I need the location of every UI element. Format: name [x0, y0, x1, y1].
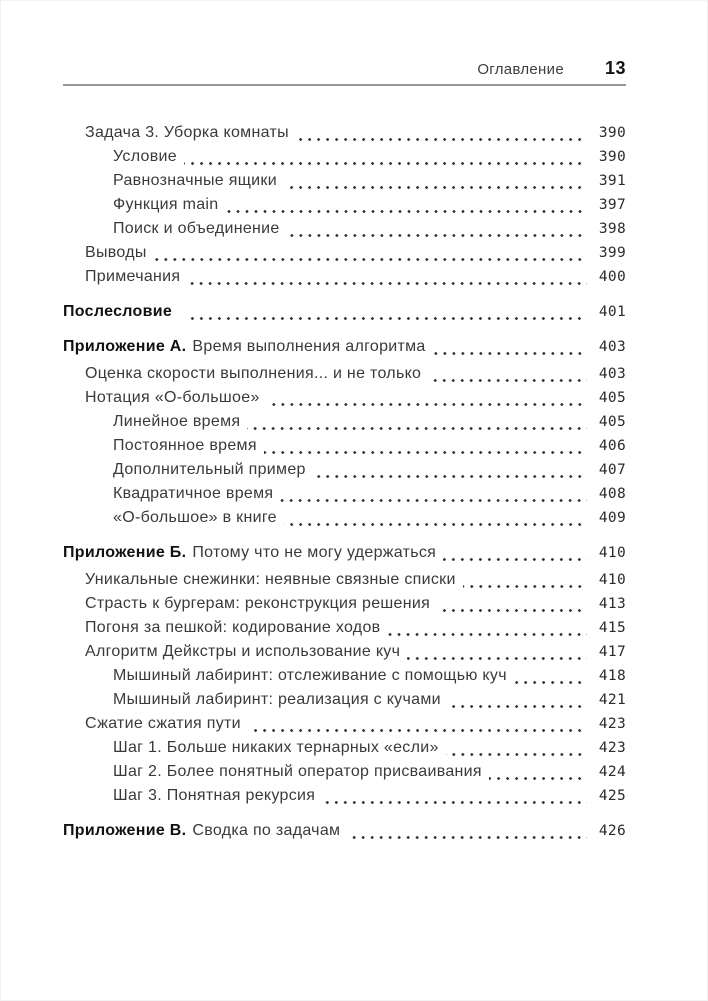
- toc-entry-title: Погоня за пешкой: кодирование ходов: [85, 619, 381, 636]
- toc-entry: [63, 712, 626, 736]
- toc-entry: [63, 145, 626, 169]
- dot-leader-icon: [407, 657, 587, 660]
- toc-entry: [63, 592, 626, 616]
- toc-entry-page: 424: [598, 764, 626, 780]
- toc-entry: [63, 121, 626, 145]
- dot-leader-icon: [322, 801, 587, 804]
- toc-entry-title: Примечания: [85, 268, 181, 285]
- toc-entry-page: 399: [598, 245, 626, 261]
- toc-entry: [63, 169, 626, 193]
- toc-entry-page: 409: [598, 510, 626, 526]
- toc-entry-page: 401: [598, 304, 626, 320]
- dot-leader-icon: [248, 729, 587, 732]
- toc-entry-page: 423: [598, 740, 626, 756]
- dot-leader-icon: [296, 138, 587, 141]
- toc-entry-page: 405: [598, 390, 626, 406]
- toc-entry-title: Страсть к бургерам: реконструкция решения: [85, 595, 431, 612]
- dot-leader-icon: [187, 282, 587, 285]
- toc-entry: [63, 736, 626, 760]
- toc-entry: [63, 300, 626, 324]
- dot-leader-icon: [284, 523, 587, 526]
- dot-leader-icon: [247, 427, 587, 430]
- toc-entry-title: Выводы: [85, 244, 147, 261]
- dot-leader-icon: [185, 317, 587, 320]
- toc-entry-title: Потому что не могу удержаться: [192, 544, 437, 561]
- toc-entry-title: Время выполнения алгоритма: [192, 338, 426, 355]
- dot-leader-icon: [387, 633, 587, 636]
- toc-entry-page: 417: [598, 644, 626, 660]
- toc-entry-page: 413: [598, 596, 626, 612]
- dot-leader-icon: [313, 475, 587, 478]
- toc-entry: [63, 664, 626, 688]
- toc-entry-title: Оценка скорости выполнения... и не только: [85, 365, 422, 382]
- toc-entry: [63, 784, 626, 808]
- toc-entry-page: 391: [598, 173, 626, 189]
- toc-entry-prefix: Послесловие: [63, 303, 173, 320]
- toc-entry-title: Постоянное время: [113, 437, 257, 454]
- dot-leader-icon: [347, 836, 587, 839]
- toc-entry-title: Шаг 3. Понятная рекурсия: [113, 787, 316, 804]
- dot-leader-icon: [514, 681, 587, 684]
- toc-entry: [63, 241, 626, 265]
- page-number: 13: [604, 58, 626, 78]
- toc-entry: [63, 506, 626, 530]
- dot-leader-icon: [443, 558, 587, 561]
- toc-entry-prefix: Приложение А.: [63, 338, 187, 355]
- toc-entry-title: Сжатие сжатия пути: [85, 715, 241, 732]
- toc-entry: [63, 541, 626, 565]
- toc-entry-page: 406: [598, 438, 626, 454]
- dot-leader-icon: [264, 451, 587, 454]
- toc-entry-title: Шаг 1. Больше никаких тернарных «если»: [113, 739, 439, 756]
- toc-entry-page: 421: [598, 692, 626, 708]
- dot-leader-icon: [437, 609, 587, 612]
- dot-leader-icon: [446, 753, 587, 756]
- toc-entry-page: 397: [598, 197, 626, 213]
- toc-entry-page: 407: [598, 462, 626, 478]
- dot-leader-icon: [284, 186, 587, 189]
- dot-leader-icon: [267, 403, 587, 406]
- toc-entry-title: Квадратичное время: [113, 485, 274, 502]
- toc-entry-title: Дополнительный пример: [113, 461, 306, 478]
- toc-entry-title: Нотация «О-большое»: [85, 389, 260, 406]
- dot-leader-icon: [489, 777, 587, 780]
- toc-entry-page: 410: [598, 572, 626, 588]
- toc-entry-title: «О-большое» в книге: [113, 509, 277, 526]
- toc-entry-title: Сводка по задачам: [192, 822, 341, 839]
- dot-leader-icon: [280, 499, 587, 502]
- running-title: Оглавление: [477, 61, 564, 78]
- toc-entry-title: Функция main: [113, 196, 219, 213]
- toc-entry: [63, 410, 626, 434]
- toc-entry-title: Шаг 2. Более понятный оператор присваивания: [113, 763, 482, 780]
- toc-entry-page: 403: [598, 339, 626, 355]
- toc-entry: [63, 434, 626, 458]
- toc-entry-title: Задача 3. Уборка комнаты: [85, 124, 289, 141]
- toc-entry-prefix: Приложение Б.: [63, 544, 187, 561]
- toc-entry-title: Уникальные снежинки: неявные связные списки: [85, 571, 456, 588]
- toc-entry: [63, 760, 626, 784]
- toc-entry: [63, 335, 626, 359]
- toc-entry-page: 423: [598, 716, 626, 732]
- toc-entry-title: Линейное время: [113, 413, 241, 430]
- toc-entry-page: 390: [598, 125, 626, 141]
- toc-entry-title: Мышиный лабиринт: отслеживание с помощью куч: [113, 667, 507, 684]
- toc-entry: [63, 819, 626, 843]
- toc-entry: [63, 265, 626, 289]
- toc-entry: [63, 362, 626, 386]
- toc-entry-page: 410: [598, 545, 626, 561]
- page-header: [63, 58, 626, 79]
- toc-entry: [63, 458, 626, 482]
- toc-entry: [63, 386, 626, 410]
- toc-entry: [63, 568, 626, 592]
- toc-entry-page: 403: [598, 366, 626, 382]
- dot-leader-icon: [433, 352, 587, 355]
- toc-entry-title: Мышиный лабиринт: реализация с кучами: [113, 691, 441, 708]
- toc-entry-page: 425: [598, 788, 626, 804]
- dot-leader-icon: [154, 258, 587, 261]
- toc-entry-page: 408: [598, 486, 626, 502]
- toc-entry: [63, 688, 626, 712]
- toc-entry: [63, 217, 626, 241]
- toc-entry: [63, 616, 626, 640]
- dot-leader-icon: [287, 234, 587, 237]
- toc-entry: [63, 640, 626, 664]
- dot-leader-icon: [428, 379, 587, 382]
- toc-entry-title: Поиск и объединение: [113, 220, 280, 237]
- toc-entry-prefix: Приложение В.: [63, 822, 187, 839]
- toc-entry-page: 415: [598, 620, 626, 636]
- toc-entry-page: 390: [598, 149, 626, 165]
- dot-leader-icon: [184, 162, 587, 165]
- toc-entry-page: 398: [598, 221, 626, 237]
- header-rule: [63, 84, 626, 86]
- toc-entry-title: Условие: [113, 148, 177, 165]
- table-of-contents: [63, 121, 626, 846]
- toc-entry-page: 426: [598, 823, 626, 839]
- toc-entry-page: 418: [598, 668, 626, 684]
- toc-entry-title: Алгоритм Дейкстры и использование куч: [85, 643, 401, 660]
- toc-entry-page: 405: [598, 414, 626, 430]
- dot-leader-icon: [448, 705, 587, 708]
- toc-entry-title: Равнозначные ящики: [113, 172, 277, 189]
- toc-entry: [63, 193, 626, 217]
- toc-entry: [63, 482, 626, 506]
- dot-leader-icon: [226, 210, 588, 213]
- dot-leader-icon: [463, 585, 587, 588]
- toc-entry-page: 400: [598, 269, 626, 285]
